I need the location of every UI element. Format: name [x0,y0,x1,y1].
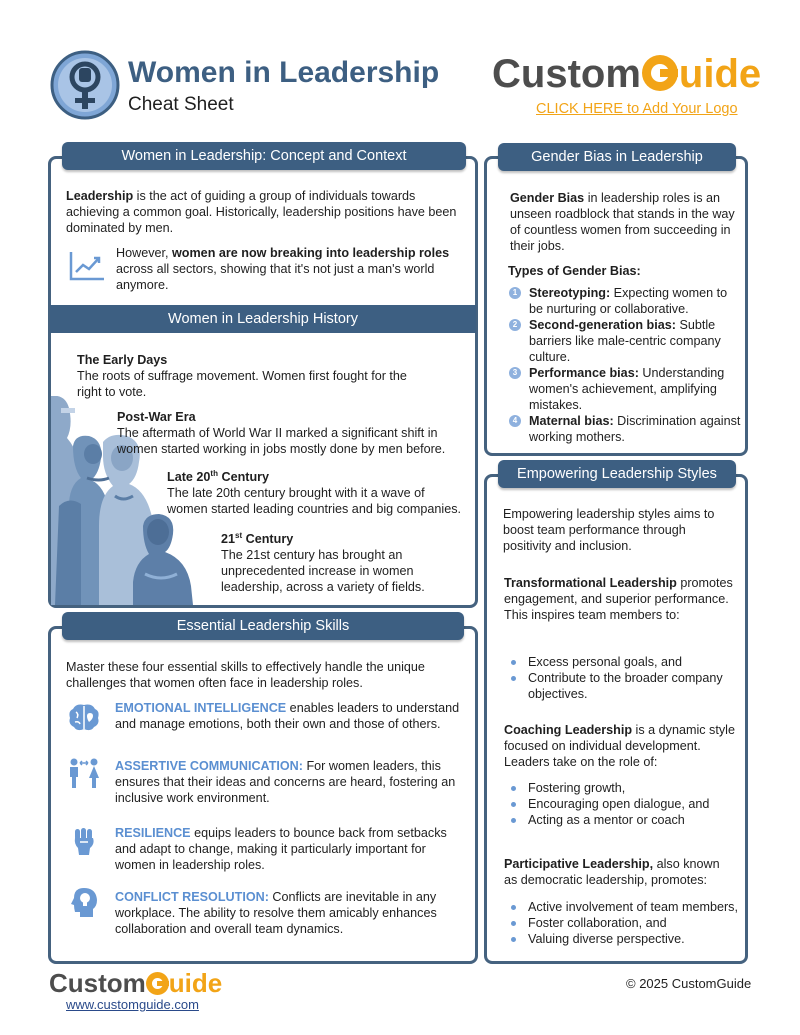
tab-concept: Women in Leadership: Concept and Context [62,142,466,170]
list-item: Active involvement of team members, [504,899,744,915]
list-item: Valuing diverse perspective. [504,931,744,947]
list-item: Acting as a mentor or coach [504,812,736,828]
skill-conflict-resolution: CONFLICT RESOLUTION: Conflicts are inevitable in any workplace. The ability to resolve them amicably enhances collaboration and overall team dynamics. [115,890,437,936]
footer-url-link[interactable]: www.customguide.com [66,997,199,1012]
list-item: Excess personal goals, and [504,654,736,670]
raised-fist-icon [72,826,98,856]
footer-customguide-logo: Custom uide [49,968,223,998]
tab-skills: Essential Leadership Skills [62,612,464,640]
transformational-bullets [504,654,736,702]
list-item: Fostering growth, [504,780,736,796]
history-era-4: 21st Century The 21st century has brought an unprecedented increase in women leadership, across a variety of fields. [221,531,425,595]
coaching-bullets [504,780,736,828]
page-title: Women in Leadership [128,56,440,89]
footer-copyright: © 2025 CustomGuide [626,976,752,991]
head-lightbulb-icon [70,886,100,918]
participative-bullets [504,899,744,947]
bias-item: 3 Performance bias: Understanding women's achievement, amplifying mistakes. [509,365,741,413]
women-symbol-logo [50,50,120,120]
tab-history: Women in Leadership History [168,311,358,327]
skill-emotional-intelligence: EMOTIONAL INTELLIGENCE enables leaders to understand and manage emotions, both their own and those of others. [115,701,460,731]
bias-item: 2 Second-generation bias: Subtle barriers like male-centric company culture. [509,317,741,365]
skill-assertive-communication: ASSERTIVE COMMUNICATION: For women leaders, this ensures that their ideas and concerns are heard, fostering an inclusive work environment. [115,759,456,805]
transformational-leadership: Transformational Leadership promotes engagement, and superior performance. This inspires team members to: [504,576,733,622]
list-item: Foster collaboration, and [504,915,744,931]
list-item: Encouraging open dialogue, and [504,796,736,812]
bias-item: 1 Stereotyping: Expecting women to be nurturing or collaborative. [509,285,741,317]
styles-intro: Empowering leadership styles aims to boost team performance through positivity and inclusion. [503,507,715,553]
tab-gender-bias: Gender Bias in Leadership [498,143,736,171]
tab-leadership-styles: Empowering Leadership Styles [498,460,736,488]
customguide-logo: Custom uide [492,52,762,96]
brain-heart-icon [68,702,100,732]
bias-item: 4 Maternal bias: Discrimination against working mothers. [509,413,741,445]
participative-leadership: Participative Leadership, also known as democratic leadership, promotes: [504,857,720,887]
bias-types-list [509,285,741,445]
page-subtitle: Cheat Sheet [128,94,234,115]
history-era-3: Late 20th Century The late 20th century brought with it a wave of women started leading countries and big companies. [167,469,462,517]
list-item: Contribute to the broader company objectives. [504,670,736,702]
add-logo-link[interactable]: CLICK HERE to Add Your Logo [536,101,738,117]
trend-chart-icon [68,250,106,282]
bias-paragraph: Gender Bias in leadership roles is an unseen roadblock that stands in the way of countless women from succeeding in their jobs. [510,191,735,253]
bias-types-heading: Types of Gender Bias: [508,264,641,278]
coaching-leadership: Coaching Leadership is a dynamic style focused on individual development. Leaders take on the role of: [504,723,735,769]
concept-paragraph-1: Leadership is the act of guiding a group of individuals towards achieving a common goal. Historically, leadership positions have been dominated by men. [66,189,457,235]
skill-resilience: RESILIENCE equips leaders to bounce back from setbacks and adapt to change, making it particularly important for women in leadership roles. [115,826,447,872]
concept-paragraph-2: However, women are now breaking into leadership roles across all sectors, showing that it's not just a man's world anymore. [116,246,450,292]
people-arrows-icon [66,757,102,789]
history-era-2: Post-War Era The aftermath of World War II marked a significant shift in women started working in jobs mostly done by men before. [117,410,446,456]
history-era-1: The Early Days The roots of suffrage movement. Women first fought for the right to vote. [77,353,407,399]
skills-intro: Master these four essential skills to effectively handle the unique challenges that women often face in leadership roles. [66,660,425,690]
